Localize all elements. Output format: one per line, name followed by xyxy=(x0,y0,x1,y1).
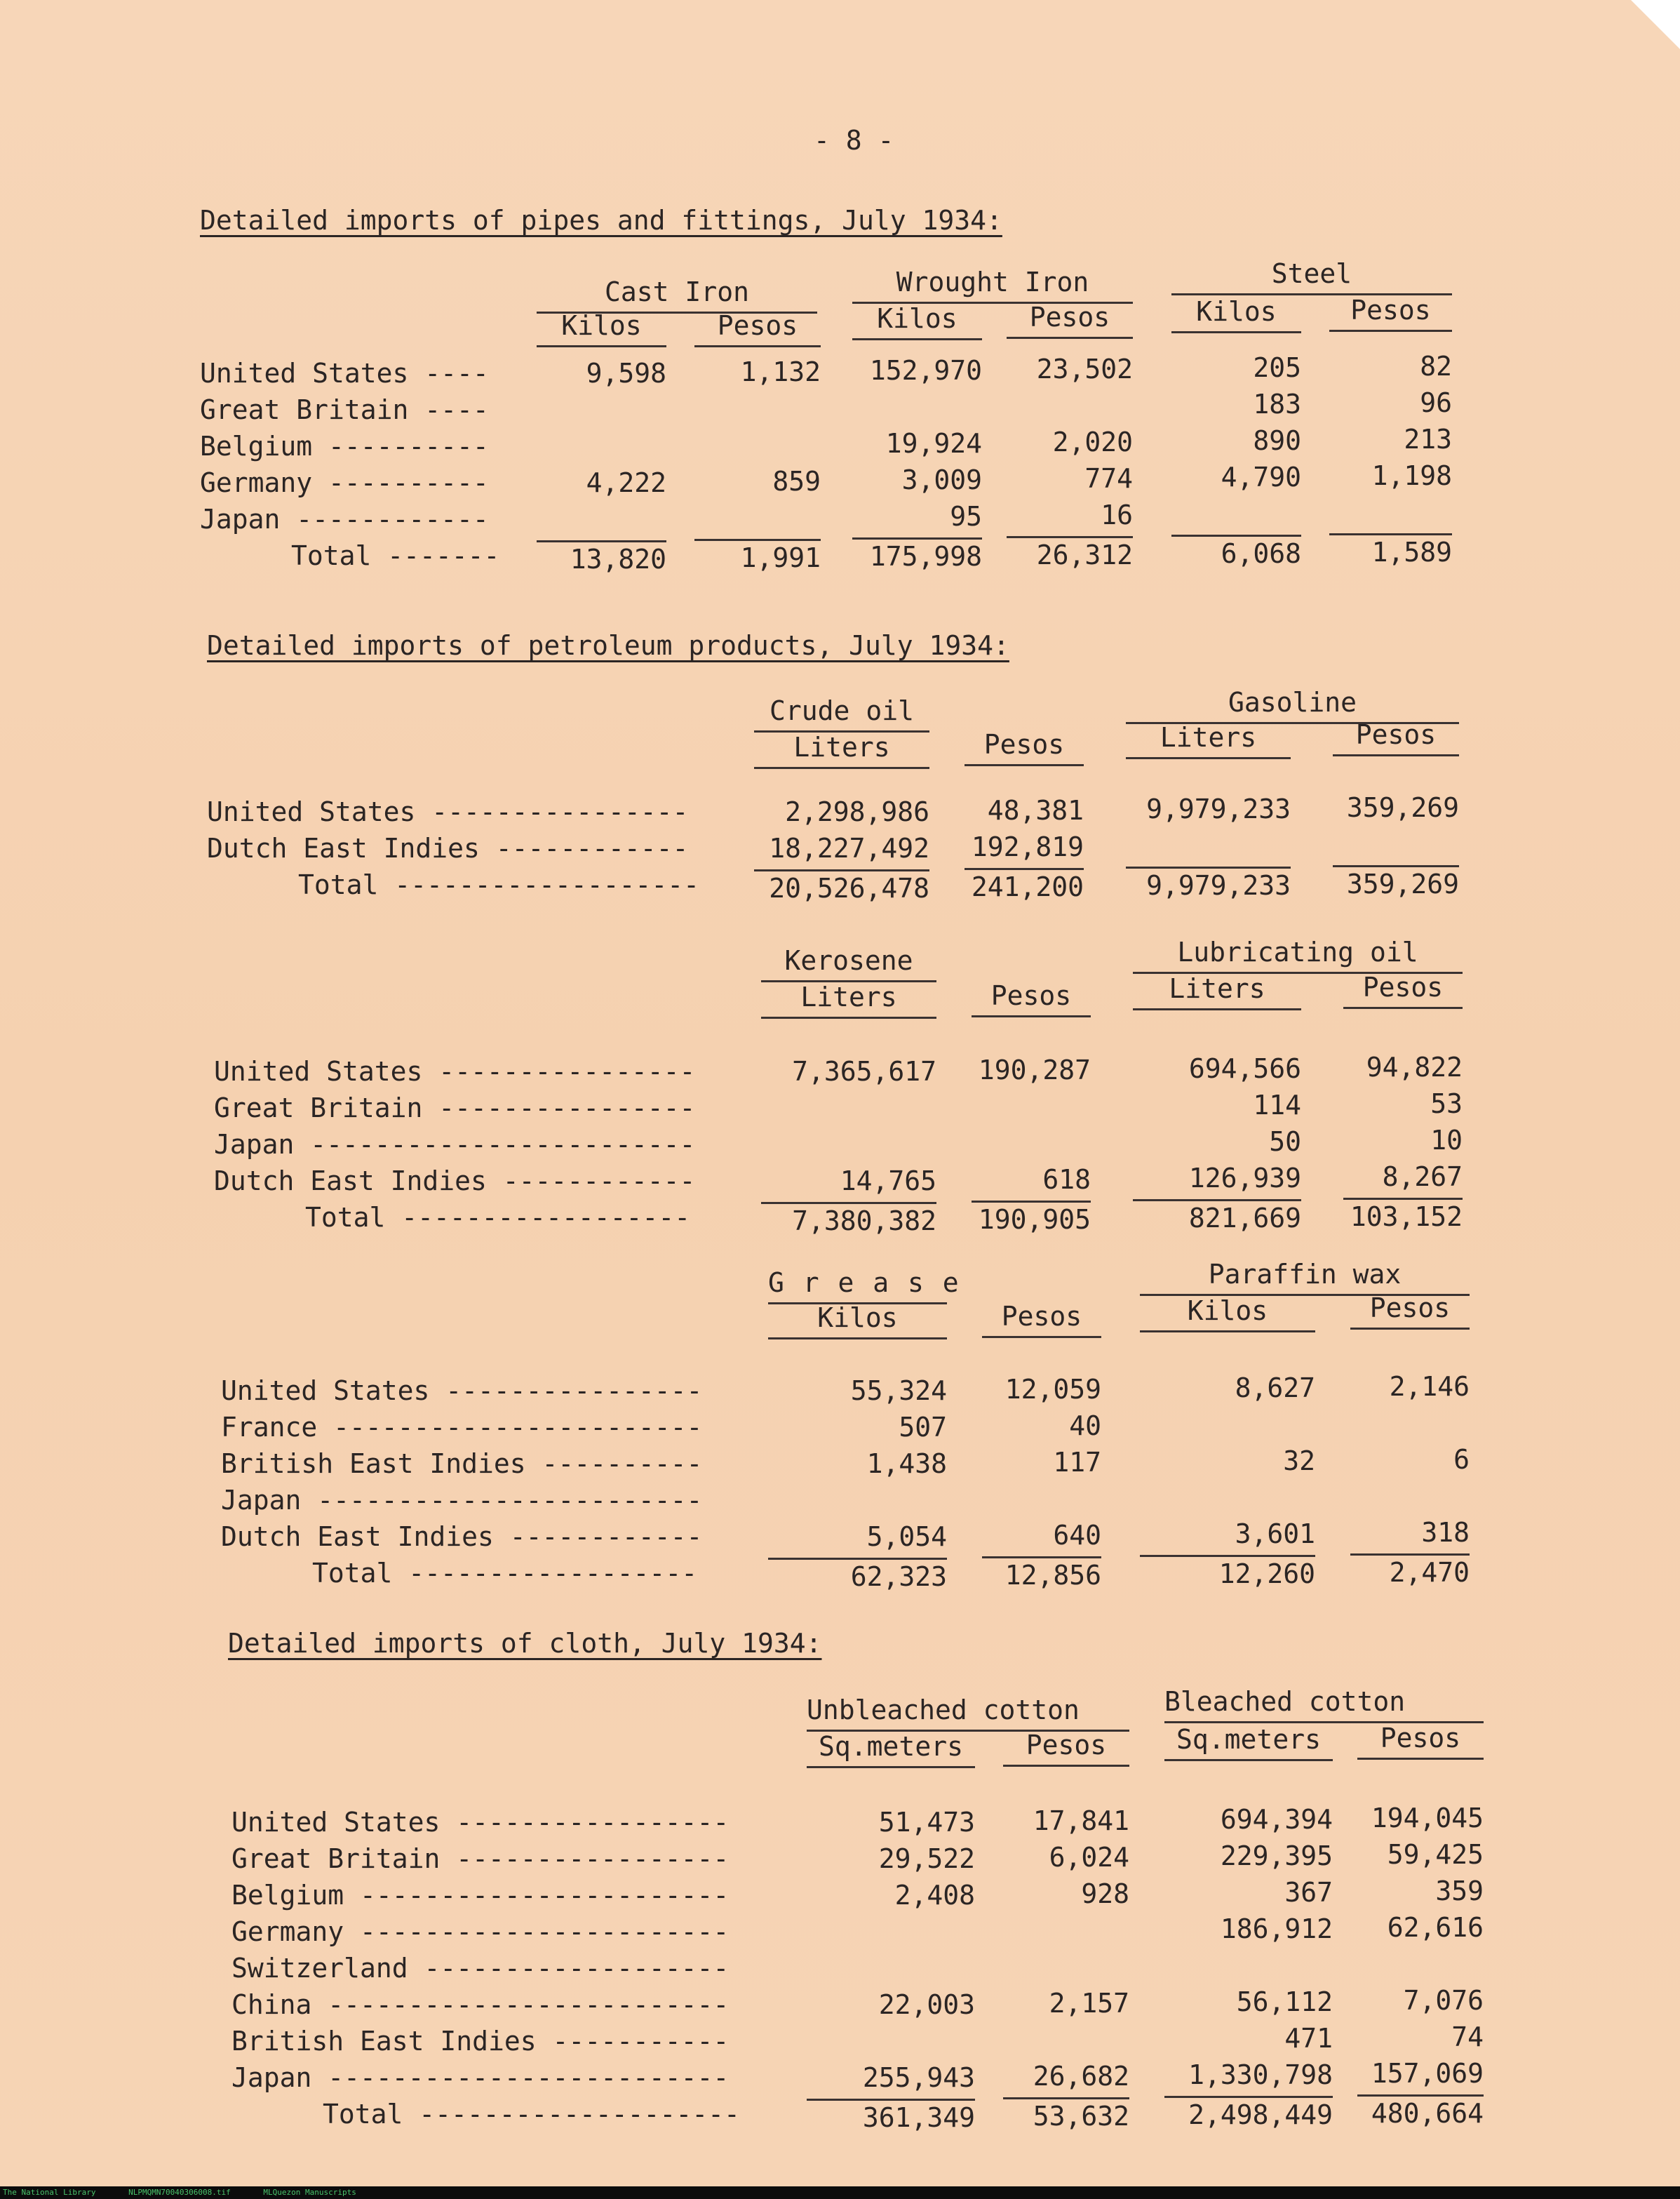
cell-value: 694,394 xyxy=(1220,1804,1333,1835)
cell-value: 183 xyxy=(1253,389,1301,420)
cell-value: 229,395 xyxy=(1220,1840,1333,1871)
sub-header: Pesos xyxy=(1333,719,1459,756)
sub-header: Kilos xyxy=(768,1302,947,1339)
cell-value: 96 xyxy=(1420,387,1452,418)
sub-header: Kilos xyxy=(852,303,982,340)
row-label: British East Indies ----------- xyxy=(231,2026,730,2057)
cell-value: 507 xyxy=(899,1412,947,1443)
sub-header: Pesos xyxy=(972,980,1091,1017)
cell-value: 55,324 xyxy=(850,1375,947,1406)
row-label: Total ------------------ xyxy=(312,1558,698,1589)
cell-value: 8,627 xyxy=(1235,1372,1315,1403)
sub-header: Liters xyxy=(761,982,936,1019)
sub-header: Pesos xyxy=(1350,1292,1470,1330)
cell-value: 3,601 xyxy=(1235,1518,1315,1549)
cell-value: 2,020 xyxy=(1052,427,1133,457)
table-row xyxy=(221,1517,1484,1556)
table-row xyxy=(221,1485,1484,1520)
sub-header: Pesos xyxy=(965,729,1084,766)
cell-value: 152,970 xyxy=(869,355,982,386)
cell-value: 62,616 xyxy=(1387,1912,1484,1943)
group-header: Lubricating oil xyxy=(1133,937,1463,974)
group-header: Cast Iron xyxy=(537,276,817,314)
cell-value: 18,227,492 xyxy=(769,833,929,864)
cell-value: 1,198 xyxy=(1371,460,1452,491)
cell-value: 48,381 xyxy=(987,795,1084,826)
sub-header: Liters xyxy=(1126,722,1291,759)
sub-header: Pesos xyxy=(1003,1730,1129,1767)
table-row xyxy=(231,2058,1494,2097)
table-row xyxy=(214,1125,1477,1164)
total-row xyxy=(221,1558,1484,1593)
cell-value: 192,819 xyxy=(971,831,1084,862)
cell-value: 2,498,449 xyxy=(1164,2096,1333,2130)
table-row xyxy=(231,1953,1494,1988)
row-label: France ----------------------- xyxy=(221,1412,703,1443)
row-label: Dutch East Indies ------------ xyxy=(221,1521,703,1552)
total-row xyxy=(231,2099,1494,2134)
row-label: United States ---- xyxy=(200,358,489,389)
group-header: Unbleached cotton xyxy=(807,1695,1129,1732)
cell-value: 821,669 xyxy=(1133,1199,1301,1234)
cell-value: 95 xyxy=(950,501,982,532)
sub-header: Pesos xyxy=(1357,1723,1484,1760)
cell-value: 255,943 xyxy=(862,2062,975,2093)
cell-value: 1,991 xyxy=(694,539,821,573)
cell-value: 157,069 xyxy=(1371,2058,1484,2089)
row-label: Germany ---------- xyxy=(200,467,489,498)
cell-value: 5,054 xyxy=(866,1521,947,1552)
kerosene-lubricating-table xyxy=(214,937,1477,1238)
cell-value: 26,312 xyxy=(1007,536,1133,570)
sub-header: Sq.meters xyxy=(1164,1724,1333,1761)
row-label: Great Britain ----------------- xyxy=(231,1843,730,1874)
table-row xyxy=(231,1876,1494,1915)
row-label: Switzerland ------------------- xyxy=(231,1953,730,1984)
table-row xyxy=(207,833,1470,868)
cell-value: 12,260 xyxy=(1140,1555,1315,1589)
cell-value: 4,790 xyxy=(1221,462,1301,493)
cell-value: 2,408 xyxy=(894,1880,975,1911)
cell-value: 190,905 xyxy=(972,1201,1091,1235)
cell-value: 7,076 xyxy=(1403,1985,1484,2016)
cell-value: 175,998 xyxy=(852,537,982,572)
cell-value: 194,045 xyxy=(1371,1803,1484,1833)
cell-value: 59,425 xyxy=(1387,1839,1484,1870)
cell-value: 205 xyxy=(1253,352,1301,383)
cell-value: 480,664 xyxy=(1357,2094,1484,2129)
row-label: United States ---------------- xyxy=(221,1375,703,1406)
row-label: Total ------------------ xyxy=(305,1202,691,1233)
cell-value: 29,522 xyxy=(878,1843,975,1874)
sub-header: Pesos xyxy=(1329,295,1452,332)
cell-value: 13,820 xyxy=(537,540,666,575)
cell-value: 1,438 xyxy=(866,1448,947,1479)
row-label: Total ------------------- xyxy=(298,869,699,900)
group-header: G r e a s e xyxy=(768,1267,947,1304)
petroleum-heading: Detailed imports of petroleum products, July 1934: xyxy=(207,630,1009,661)
cell-value: 51,473 xyxy=(878,1807,975,1838)
cell-value: 103,152 xyxy=(1343,1198,1463,1232)
cell-value: 359,269 xyxy=(1346,792,1459,823)
table-row xyxy=(221,1444,1484,1483)
total-row xyxy=(214,1202,1477,1237)
table-row xyxy=(231,1839,1494,1878)
sub-header: Kilos xyxy=(1171,296,1301,333)
table-row xyxy=(221,1371,1484,1410)
cell-value: 74 xyxy=(1451,2021,1484,2052)
pipes-heading: Detailed imports of pipes and fittings, July 1934: xyxy=(200,205,1002,236)
cell-value: 2,146 xyxy=(1389,1371,1470,1402)
row-label: China ------------------------- xyxy=(231,1989,730,2020)
cell-value: 361,349 xyxy=(807,2099,975,2133)
row-label: Great Britain ---- xyxy=(200,394,489,425)
cell-value: 62,323 xyxy=(768,1558,947,1592)
cell-value: 26,682 xyxy=(1033,2061,1129,2092)
cell-value: 56,112 xyxy=(1236,1986,1333,2017)
cloth-heading: Detailed imports of cloth, July 1934: xyxy=(228,1628,822,1659)
cell-value: 774 xyxy=(1084,463,1133,494)
cell-value: 114 xyxy=(1253,1090,1301,1121)
cell-value: 3,009 xyxy=(901,464,982,495)
sub-header: Pesos xyxy=(1343,972,1463,1009)
row-label: Dutch East Indies ------------ xyxy=(214,1165,696,1196)
cell-value: 359,269 xyxy=(1333,865,1459,900)
row-label: Japan ------------ xyxy=(200,504,489,535)
cell-value: 7,365,617 xyxy=(792,1056,936,1087)
sub-header: Pesos xyxy=(982,1301,1101,1338)
cell-value: 40 xyxy=(1069,1410,1101,1441)
sub-header: Pesos xyxy=(1007,302,1133,339)
footer-library: The National Library xyxy=(3,2188,96,2197)
row-label: Total -------------------- xyxy=(323,2099,740,2130)
footer-collection: MLQuezon Manuscripts xyxy=(263,2188,356,2197)
cell-value: 53 xyxy=(1430,1088,1463,1119)
group-header: Bleached cotton xyxy=(1164,1686,1484,1723)
cell-value: 6 xyxy=(1453,1444,1470,1475)
cell-value: 10 xyxy=(1430,1125,1463,1156)
cell-value: 241,200 xyxy=(965,868,1084,902)
cell-value: 1,132 xyxy=(740,356,821,387)
row-label: Japan ------------------------ xyxy=(214,1129,696,1160)
row-label: Belgium ---------- xyxy=(200,431,489,462)
cell-value: 126,939 xyxy=(1188,1163,1301,1194)
cell-value: 19,924 xyxy=(885,428,982,459)
cell-value: 12,856 xyxy=(982,1556,1101,1591)
cell-value: 6,068 xyxy=(1171,535,1301,569)
table-row xyxy=(231,2021,1494,2061)
table-row xyxy=(231,1985,1494,2024)
cell-value: 2,470 xyxy=(1350,1553,1470,1588)
cell-value: 190,287 xyxy=(978,1055,1091,1085)
cell-value: 53,632 xyxy=(1003,2097,1129,2132)
footer-file: NLPMQMN70040306008.tif xyxy=(128,2188,231,2197)
cell-value: 12,059 xyxy=(1004,1374,1101,1405)
table-row xyxy=(214,1052,1477,1091)
sub-header: Liters xyxy=(754,732,929,769)
crude-gasoline-table xyxy=(207,687,1470,909)
cell-value: 9,979,233 xyxy=(1146,794,1291,824)
row-label: Dutch East Indies ------------ xyxy=(207,833,689,864)
sub-header: Liters xyxy=(1133,973,1301,1010)
cell-value: 186,912 xyxy=(1220,1913,1333,1944)
cell-value: 117 xyxy=(1053,1447,1101,1478)
group-header: Gasoline xyxy=(1126,687,1459,724)
table-row xyxy=(200,460,1463,502)
cell-value: 17,841 xyxy=(1033,1805,1129,1836)
cell-value: 1,589 xyxy=(1329,533,1452,568)
sub-header: Kilos xyxy=(1140,1295,1315,1332)
row-label: United States ---------------- xyxy=(207,796,689,827)
table-row xyxy=(231,1912,1494,1951)
row-label: United States ----------------- xyxy=(231,1807,730,1838)
cell-value: 16 xyxy=(1101,500,1133,530)
grease-paraffin-table xyxy=(221,1259,1484,1600)
cell-value: 9,598 xyxy=(586,358,666,389)
cell-value: 2,157 xyxy=(1049,1988,1129,2019)
table-row xyxy=(200,424,1463,466)
cell-value: 23,502 xyxy=(1036,354,1133,385)
cell-value: 20,526,478 xyxy=(754,869,929,904)
group-header: Crude oil xyxy=(754,695,929,733)
cell-value: 8,267 xyxy=(1382,1161,1463,1192)
table-row xyxy=(214,1161,1477,1201)
cell-value: 6,024 xyxy=(1049,1842,1129,1873)
cell-value: 82 xyxy=(1420,351,1452,382)
row-label: United States ---------------- xyxy=(214,1056,696,1087)
cell-value: 359 xyxy=(1435,1876,1484,1906)
row-label: Total ------- xyxy=(291,540,500,571)
pipes-table xyxy=(200,258,1463,596)
sub-header: Pesos xyxy=(694,310,821,347)
row-label: Japan ------------------------- xyxy=(231,2062,730,2093)
table-row xyxy=(200,500,1463,539)
cell-value: 22,003 xyxy=(878,1989,975,2020)
sub-header: Kilos xyxy=(537,310,666,347)
total-row xyxy=(200,537,1463,575)
cell-value: 213 xyxy=(1404,424,1452,455)
cell-value: 859 xyxy=(772,466,821,497)
cell-value: 640 xyxy=(1053,1520,1101,1551)
table-row xyxy=(214,1088,1477,1128)
cell-value: 367 xyxy=(1284,1877,1333,1908)
cell-value: 32 xyxy=(1283,1445,1315,1476)
row-label: Belgium ----------------------- xyxy=(231,1880,730,1911)
group-header: Wrought Iron xyxy=(852,267,1133,304)
table-row xyxy=(207,792,1470,831)
group-header: Kerosene xyxy=(761,945,936,982)
cell-value: 7,380,382 xyxy=(761,1202,936,1236)
row-label: British East Indies ---------- xyxy=(221,1448,703,1479)
cloth-table xyxy=(231,1687,1494,2137)
cell-value: 4,222 xyxy=(586,467,666,498)
cell-value: 94,822 xyxy=(1366,1052,1463,1083)
row-label: Great Britain ---------------- xyxy=(214,1092,696,1123)
table-row xyxy=(221,1412,1484,1447)
cell-value: 618 xyxy=(1042,1164,1091,1195)
cell-value: 694,566 xyxy=(1188,1053,1301,1084)
row-label: Germany ----------------------- xyxy=(231,1916,730,1947)
table-row xyxy=(231,1803,1494,1842)
cell-value: 928 xyxy=(1081,1878,1129,1909)
group-header: Paraffin wax xyxy=(1140,1259,1470,1296)
sub-header: Sq.meters xyxy=(807,1731,975,1768)
archive-footer xyxy=(0,2186,1680,2199)
total-row xyxy=(207,869,1470,904)
row-label: Japan ------------------------ xyxy=(221,1485,703,1516)
cell-value: 14,765 xyxy=(840,1165,936,1196)
table-row xyxy=(200,387,1463,429)
torn-corner xyxy=(1631,0,1680,49)
cell-value: 890 xyxy=(1253,425,1301,456)
cell-value: 9,979,233 xyxy=(1126,867,1291,901)
table-row xyxy=(200,351,1463,393)
cell-value: 2,298,986 xyxy=(785,796,929,827)
cell-value: 318 xyxy=(1421,1517,1470,1548)
cell-value: 50 xyxy=(1269,1126,1301,1157)
cell-value: 471 xyxy=(1284,2023,1333,2054)
page-number: - 8 - xyxy=(814,125,894,156)
cell-value: 1,330,798 xyxy=(1188,2059,1333,2090)
group-header: Steel xyxy=(1171,258,1452,295)
